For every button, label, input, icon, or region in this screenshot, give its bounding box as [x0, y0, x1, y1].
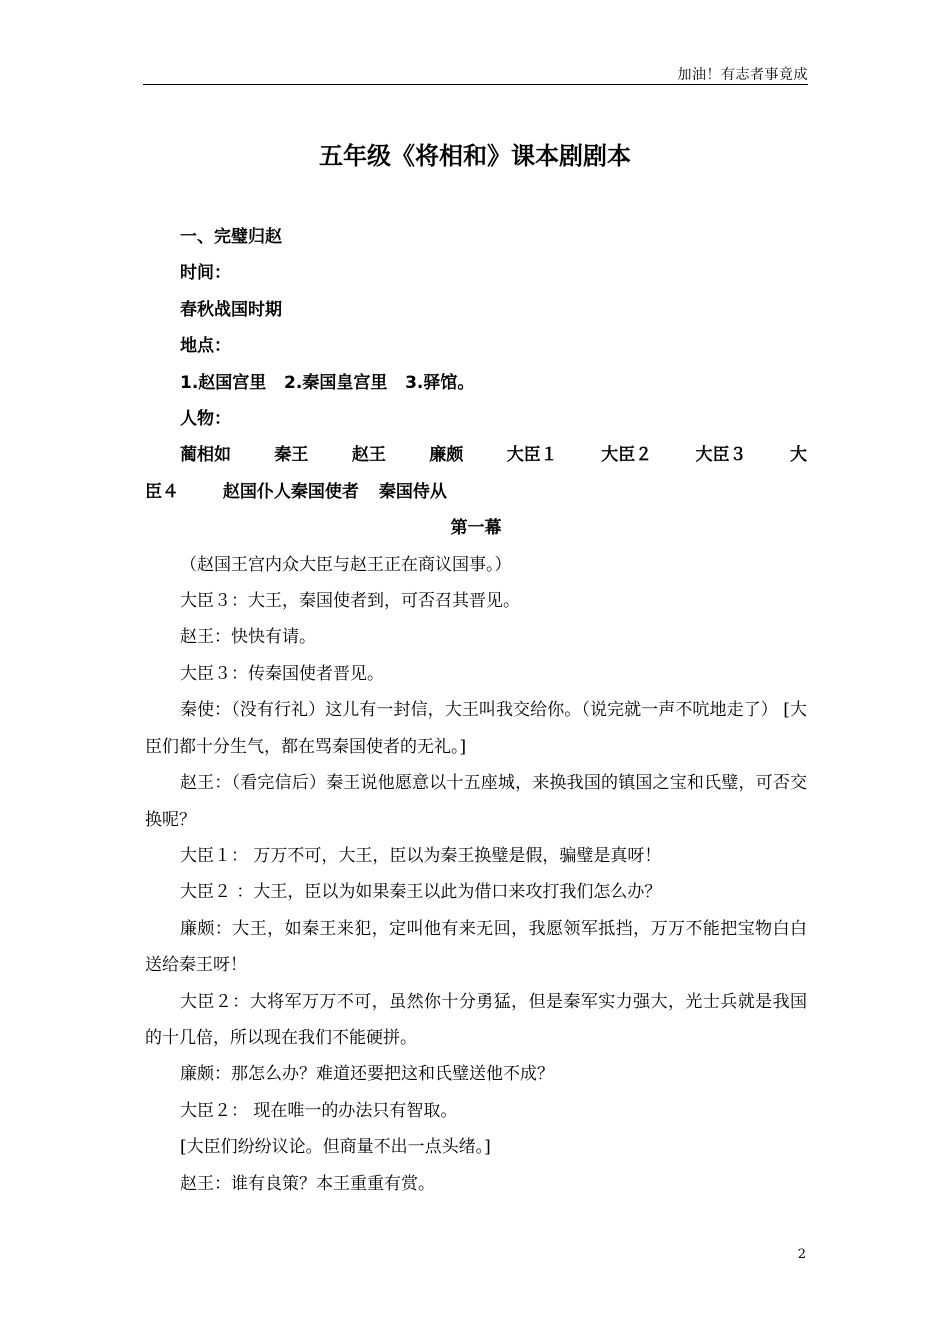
character-name: 廉颇	[429, 445, 464, 466]
script-line: 赵王：谁有良策？本王重重有赏。	[180, 1173, 435, 1194]
script-line: 大臣２：大将军万万不可，虽然你十分勇猛，但是秦军实力强大，光士兵就是我国的十几倍，所以现在我们不能硬拼。	[145, 991, 807, 1048]
character-name: 赵国仆人秦国使者	[222, 481, 359, 502]
script-line: 赵王：快快有请。	[180, 627, 316, 648]
page-number: 2	[797, 1247, 806, 1262]
document-title: 五年级《将相和》课本剧剧本	[319, 142, 631, 170]
script-line: [大臣们纷纷议论。但商量不出一点头绪。]	[180, 1137, 491, 1158]
section-heading: 一、完璧归赵	[180, 227, 282, 247]
place-value: 1.赵国宫里 2.秦国皇宫里 3.驿馆。	[180, 372, 475, 393]
character-name: 蔺相如	[180, 445, 231, 466]
character-name: 大臣２	[601, 445, 653, 466]
header-divider	[143, 84, 808, 85]
characters-line-2	[145, 474, 807, 510]
script-line: 大臣２： 现在唯一的办法只有智取。	[180, 1100, 458, 1121]
script-line: （赵国王宫内众大臣与赵王正在商议国事。）	[180, 554, 512, 575]
time-label: 时间：	[180, 263, 231, 284]
characters-label: 人物：	[180, 409, 231, 430]
script-line: 廉颇：大王，如秦王来犯，定叫他有来无回，我愿领军抵挡，万万不能把宝物白白送给秦王呀！	[145, 918, 807, 976]
character-name: 秦国侍从	[378, 481, 447, 502]
script-line: 廉颇：那怎么办？难道还要把这和氏璧送他不成？	[180, 1064, 554, 1085]
script-line: 秦使：（没有行礼）这儿有一封信，大王叫我交给你。（说完就一声不吭地走了） [大臣们都十分生气，都在骂秦国使者的无礼。]	[145, 700, 807, 757]
script-line: 大臣２ ：大王，臣以为如果秦王以此为借口来攻打我们怎么办？	[180, 882, 662, 903]
script-line: 赵王：（看完信后）秦王说他愿意以十五座城，来换我国的镇国之宝和氏璧，可否交换呢？	[145, 773, 807, 830]
character-name: 大臣３	[695, 445, 747, 466]
character-name: 秦王	[274, 445, 309, 466]
character-name: 大	[789, 445, 807, 466]
character-name: 大臣１	[506, 445, 558, 466]
characters-line-1	[145, 437, 807, 473]
character-name: 赵王	[351, 445, 386, 466]
document-body	[145, 219, 807, 1202]
time-value: 春秋战国时期	[180, 299, 282, 320]
script-line: 大臣１： 万万不可，大王，臣以为秦王换璧是假，骗璧是真呀！	[180, 845, 662, 866]
act-title: 第一幕	[450, 518, 502, 539]
script-line: 大臣３：传秦国使者晋见。	[180, 663, 384, 684]
header-motto: 加油！有志者事竟成	[677, 67, 808, 83]
place-label: 地点：	[180, 336, 231, 357]
character-name: 臣４	[145, 481, 179, 502]
script-line: 大臣３：大王，秦国使者到，可否召其晋见。	[180, 591, 520, 612]
